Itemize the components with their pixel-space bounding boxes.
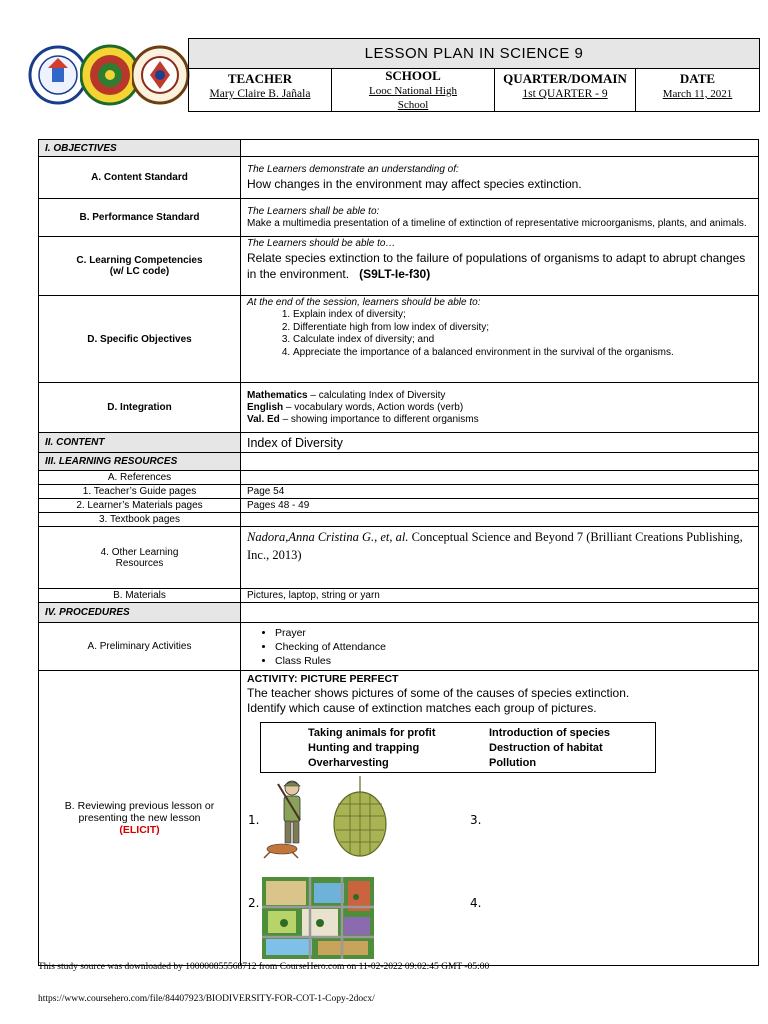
- content-section-row: [39, 433, 759, 453]
- specific-objectives-list: [275, 309, 752, 359]
- school-label: SCHOOL: [385, 68, 441, 83]
- picture-number-1: 1.: [248, 813, 260, 827]
- procedures-section-row: [39, 603, 759, 623]
- content-value: Index of Diversity: [241, 433, 759, 453]
- resources-heading: III. LEARNING RESOURCES: [39, 453, 241, 471]
- procedures-heading: IV. PROCEDURES: [39, 603, 241, 623]
- date-cell: [636, 68, 759, 111]
- prelim-list: [257, 626, 752, 668]
- picture-number-4: 4.: [470, 896, 482, 910]
- content-standard-text: How changes in the environment may affect species extinction.: [247, 176, 582, 191]
- date-label: DATE: [679, 71, 716, 86]
- specific-objectives-label: D. Specific Objectives: [39, 296, 241, 383]
- choice-item: Taking animals for profit: [308, 727, 436, 739]
- citation-author: Nadora,Anna Cristina G., et, al.: [247, 530, 409, 544]
- specific-objectives-intro: At the end of the session, learners should be able to:: [247, 297, 481, 308]
- competencies-text: Relate species extinction to the failure of populations of organisms to adapt to abrupt changes in the environment. (S9LT-Ie-f30): [247, 251, 746, 281]
- specific-objectives-row: [39, 296, 759, 383]
- content-standard-intro: The Learners demonstrate an understanding of:: [247, 163, 459, 175]
- integration-row: [39, 383, 759, 433]
- objectives-section-row: [39, 140, 759, 157]
- citation-title: Conceptual Science and Beyond 7 (Brilliant Creations Publishing, Inc., 2013): [247, 530, 743, 562]
- integration-math: Mathematics – calculating Index of Diversity: [247, 389, 446, 401]
- lm-row: [39, 499, 759, 513]
- prelim-row: [39, 623, 759, 671]
- quarter-cell: [495, 68, 636, 111]
- choices-box: [260, 722, 656, 773]
- download-note: This study source was downloaded by 100000855568712 from CourseHero.com on 11-02-2022 09:02:45 GMT -05:00: [38, 962, 490, 972]
- page-title: LESSON PLAN IN SCIENCE 9: [189, 39, 759, 69]
- textbook-label: 3. Textbook pages: [39, 513, 241, 527]
- city-map-illustration: [262, 877, 374, 959]
- choice-item: Destruction of habitat: [489, 742, 603, 754]
- choice-item: Introduction of species: [489, 727, 611, 739]
- tg-value: Page 54: [241, 485, 759, 499]
- competencies-code: (S9LT-Ie-f30): [359, 267, 431, 281]
- school-cell: [332, 68, 495, 111]
- teacher-label: TEACHER: [227, 71, 293, 86]
- performance-standard-text: Make a multimedia presentation of a timeline of extinction of representative microorganisms, plants, and animals.: [247, 217, 747, 229]
- resources-section-row: [39, 453, 759, 471]
- activity-line-1: The teacher shows pictures of some of the causes of species extinction.: [247, 686, 630, 700]
- logo-row: [28, 42, 184, 108]
- activity-title: ACTIVITY: PICTURE PERFECT: [247, 673, 399, 685]
- other-resources-citation: [247, 530, 743, 562]
- choices-left: [308, 726, 436, 771]
- list-item: • Prayer: [275, 626, 752, 640]
- tg-row: [39, 485, 759, 499]
- list-item: • Class Rules: [275, 654, 752, 668]
- content-heading: II. CONTENT: [39, 433, 241, 453]
- school-seal-icon: [80, 42, 140, 108]
- competencies-label-line1: C. Learning Competencies: [76, 255, 203, 266]
- teacher-cell: [189, 68, 332, 111]
- lm-label: 2. Learner’s Materials pages: [39, 499, 241, 513]
- other-resources-label: 4. Other Learning Resources: [39, 527, 241, 589]
- list-item: • Checking of Attendance: [275, 640, 752, 654]
- elicit-label: B. Reviewing previous lesson or presenting the new lesson (ELICIT): [39, 671, 241, 966]
- content-standard-label: A. Content Standard: [39, 157, 241, 199]
- choice-item: Overharvesting: [308, 757, 389, 769]
- materials-row: [39, 589, 759, 603]
- picture-number-3: 3.: [470, 813, 482, 827]
- references-label: A. References: [39, 471, 241, 485]
- list-item: 3. Calculate index of diversity; and: [293, 334, 752, 347]
- date-value: March 11, 2021: [662, 88, 733, 100]
- content-standard-row: [39, 157, 759, 199]
- list-item: 4. Appreciate the importance of a balanced environment in the survival of the organisms.: [293, 347, 752, 360]
- references-row: [39, 471, 759, 485]
- integration-english: English – vocabulary words, Action words (verb): [247, 401, 464, 413]
- competencies-label-line2: (w/ LC code): [109, 266, 170, 277]
- picture-number-2: 2.: [248, 896, 260, 910]
- prelim-label: A. Preliminary Activities: [39, 623, 241, 671]
- list-item: 2. Differentiate high from low index of diversity;: [293, 322, 752, 335]
- school-value: Looc National High School: [369, 85, 457, 111]
- division-seal-icon: [132, 42, 192, 108]
- materials-label: B. Materials: [39, 589, 241, 603]
- list-item: 1. Explain index of diversity;: [293, 309, 752, 322]
- textbook-row: [39, 513, 759, 527]
- choice-item: Hunting and trapping: [308, 742, 420, 754]
- activity-line-2: Identify which cause of extinction matches each group of pictures.: [247, 701, 597, 715]
- competencies-intro: The Learners should be able to…: [247, 238, 396, 249]
- tg-label: 1. Teacher’s Guide pages: [39, 485, 241, 499]
- lm-value: Pages 48 - 49: [241, 499, 759, 513]
- integration-label: D. Integration: [39, 383, 241, 433]
- hunter-and-net-illustration: [262, 776, 402, 860]
- performance-standard-row: [39, 199, 759, 237]
- elicit-tag: (ELICIT): [119, 824, 160, 836]
- teacher-value: Mary Claire B. Jañala: [209, 88, 311, 100]
- competencies-row: [39, 237, 759, 296]
- other-resources-row: [39, 527, 759, 589]
- choices-right: [489, 726, 610, 771]
- quarter-value: 1st QUARTER - 9: [522, 88, 608, 100]
- materials-value: Pictures, laptop, string or yarn: [241, 589, 759, 603]
- source-url[interactable]: https://www.coursehero.com/file/84407923/BIODIVERSITY-FOR-COT-1-Copy-2docx/: [38, 994, 375, 1004]
- performance-standard-label: B. Performance Standard: [39, 199, 241, 237]
- quarter-label: QUARTER/DOMAIN: [503, 71, 627, 86]
- integration-valed: Val. Ed – showing importance to different organisms: [247, 413, 479, 425]
- choice-item: Pollution: [489, 757, 537, 769]
- competencies-label: [39, 237, 241, 296]
- performance-standard-intro: The Learners shall be able to:: [247, 205, 380, 217]
- objectives-heading: I. OBJECTIVES: [39, 140, 241, 157]
